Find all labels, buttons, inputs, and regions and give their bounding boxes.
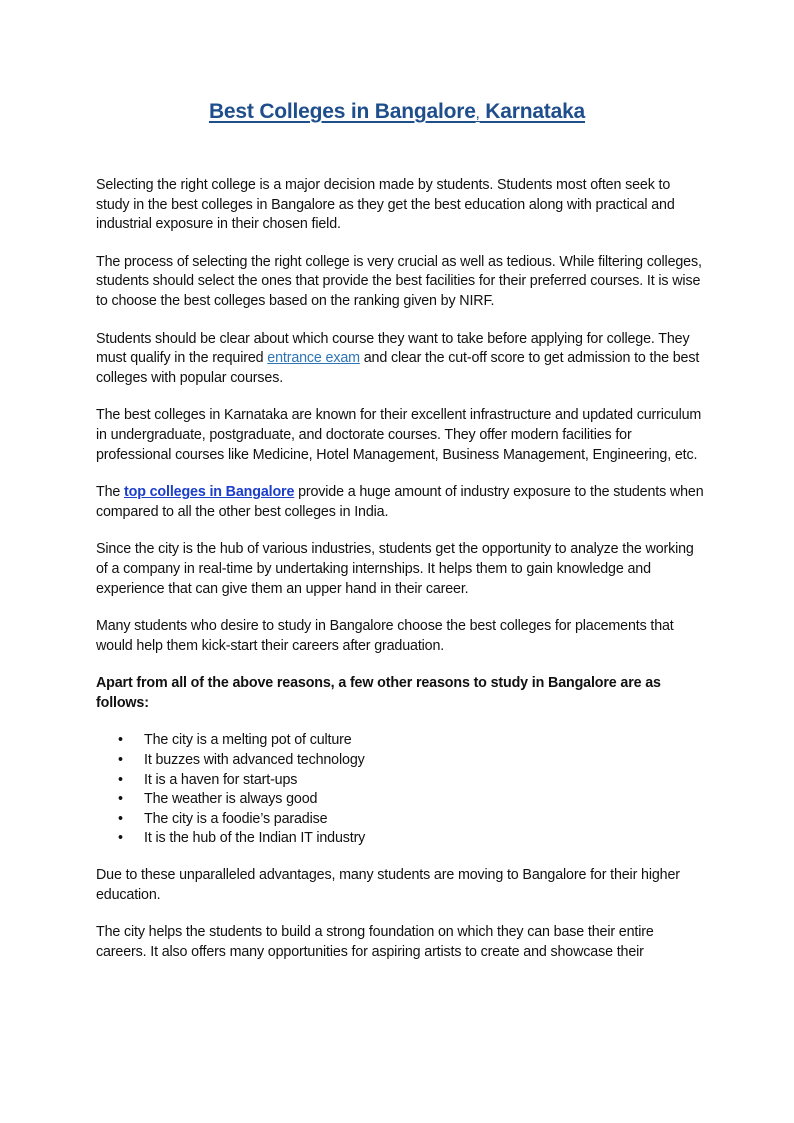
top-colleges-link[interactable]: top colleges in Bangalore xyxy=(124,484,295,501)
bullet-icon: • xyxy=(118,732,123,749)
list-item: • It is a haven for start-ups xyxy=(96,771,706,791)
bullet-icon: • xyxy=(118,791,123,808)
bullet-icon: • xyxy=(118,771,123,788)
paragraph-intro: Selecting the right college is a major decision made by students. Students most often seek to study in the best colleges in Bangalore as they get the best education along with practical and industrial exposure in their chosen field. xyxy=(96,177,675,233)
list-item: • It buzzes with advanced technology xyxy=(96,751,706,771)
paragraph-text: provide a huge amount of industry exposure to the students when compared to all the other best colleges in India. xyxy=(96,484,704,520)
list-item: • The city is a melting pot of culture xyxy=(96,731,706,751)
page-title xyxy=(0,98,794,128)
paragraph-text: and clear the cut-off score to get admission to the best colleges with popular courses. xyxy=(96,350,700,386)
entrance-exam-link[interactable]: entrance exam xyxy=(267,350,360,367)
paragraph-course-choice xyxy=(96,330,706,389)
paragraph-advantages: Due to these unparalleled advantages, many students are moving to Bangalore for their higher education. xyxy=(96,867,680,903)
paragraph-text: The xyxy=(96,484,125,501)
title-location: Karnataka xyxy=(479,100,586,123)
reasons-heading: Apart from all of the above reasons, a few other reasons to study in Bangalore are as follows: xyxy=(96,675,661,711)
title-main: Best Colleges in Bangalore xyxy=(208,100,476,123)
paragraph-text: Students should be clear about which course they want to take before applying for college. They must qualify in the required xyxy=(96,330,690,367)
paragraph-karnataka-colleges: The best colleges in Karnataka are known for their excellent infrastructure and updated curriculum in undergraduate, postgraduate, and doctorate courses. They offer modern facilities for professional courses like Medicine, Hotel Management, Business Management, Engineering, etc. xyxy=(96,407,702,463)
paragraph-industry-hub: Since the city is the hub of various industries, students get the opportunity to analyze the working of a company in real-time by undertaking internships. It helps them to gain knowledge and experience that can give them an upper hand in their career. xyxy=(96,541,694,597)
paragraph-placements: Many students who desire to study in Bangalore choose the best colleges for placements that would help them kick-start their careers after graduation. xyxy=(96,618,674,654)
bullet-icon: • xyxy=(118,752,123,769)
reasons-list xyxy=(96,731,706,849)
bullet-icon: • xyxy=(118,810,123,827)
paragraph-top-colleges xyxy=(96,483,706,522)
paragraph-foundation: The city helps the students to build a strong foundation on which they can base their entire careers. It also offers many opportunities for aspiring artists to create and showcase their xyxy=(96,924,654,960)
list-item: • It is the hub of the Indian IT industry xyxy=(96,829,706,849)
list-item: • The city is a foodie’s paradise xyxy=(96,810,706,830)
list-item: • The weather is always good xyxy=(96,790,706,810)
bullet-icon: • xyxy=(118,830,123,847)
paragraph-selection-process: The process of selecting the right college is very crucial as well as tedious. While filtering colleges, students should select the ones that provide the best facilities for their preferred courses. It is wise to choose the best colleges based on the ranking given by NIRF. xyxy=(96,253,702,309)
title-separator: , xyxy=(475,105,480,122)
article-body xyxy=(96,176,706,980)
